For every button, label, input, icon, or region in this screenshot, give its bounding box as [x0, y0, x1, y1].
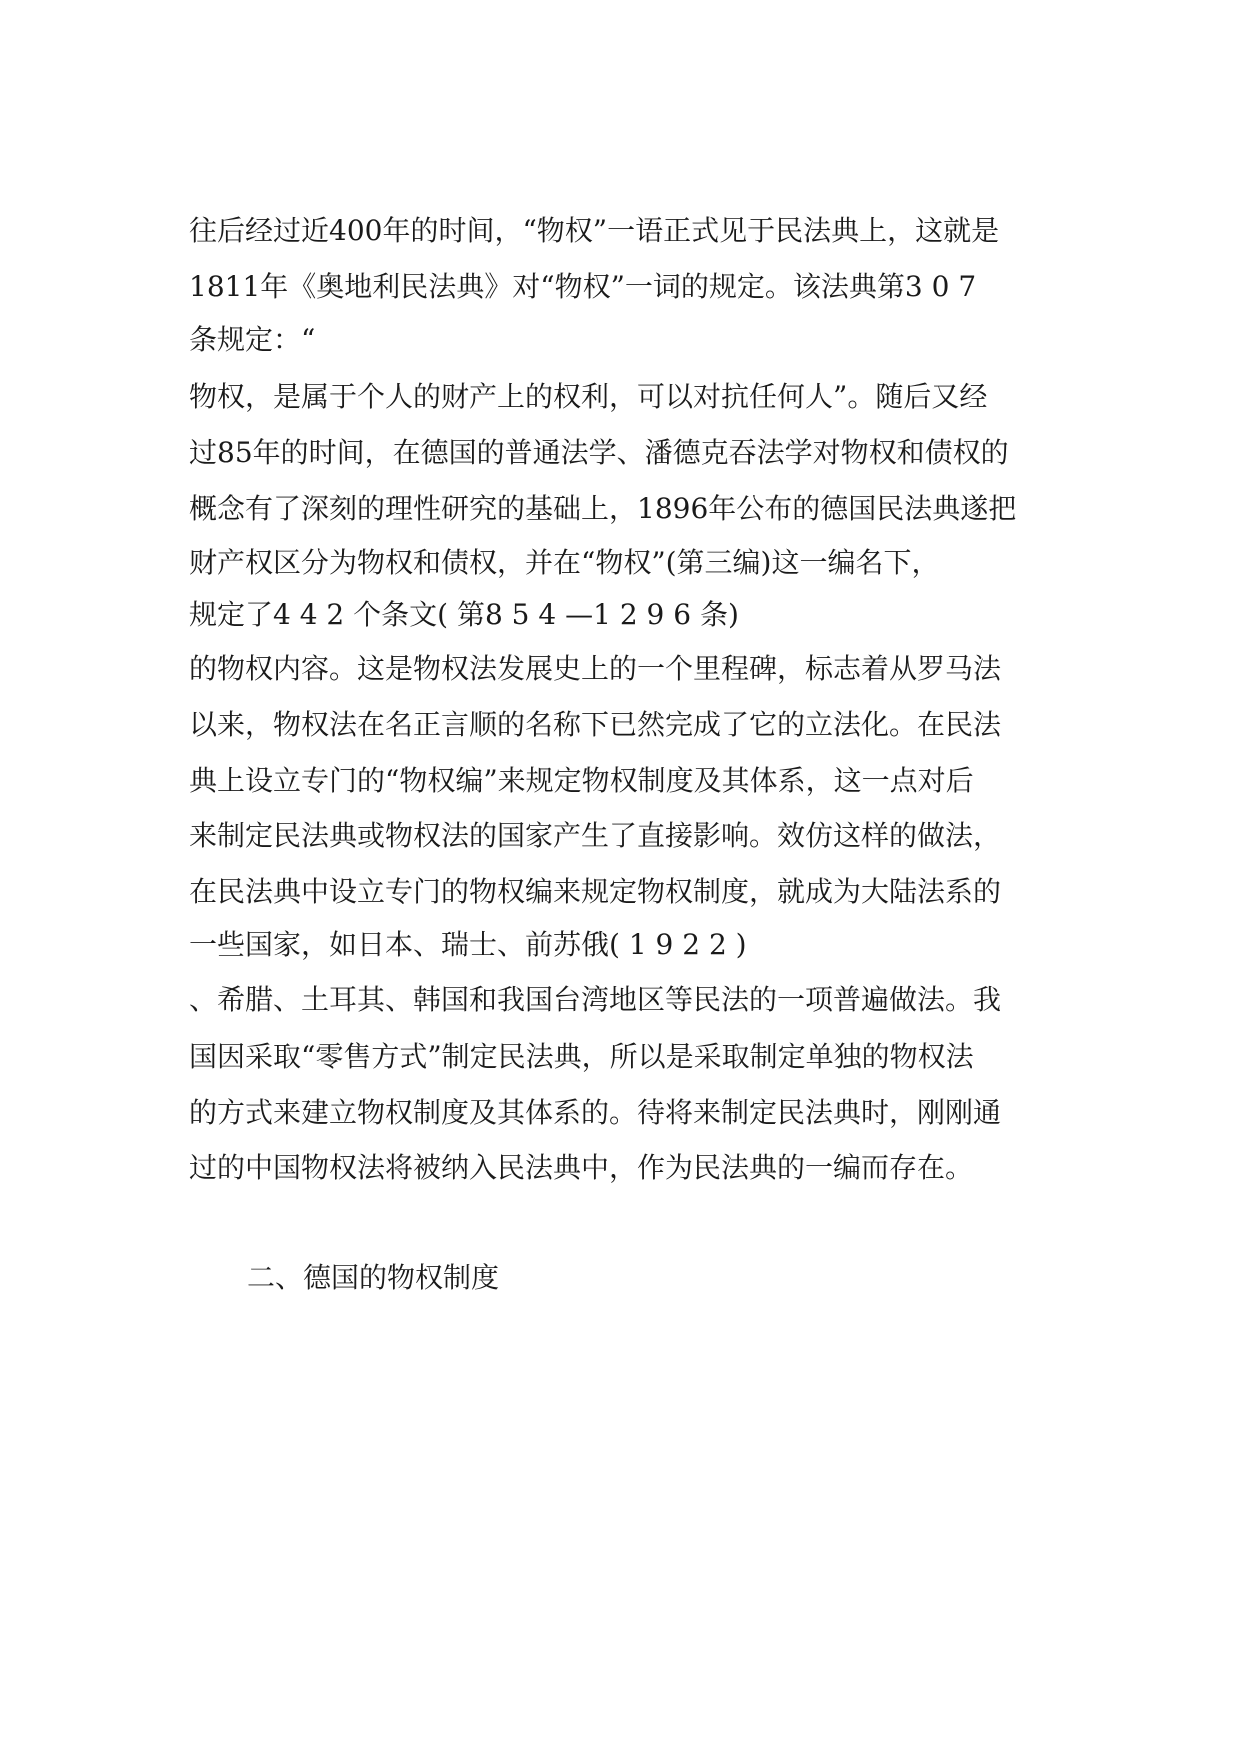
paragraph-line: 物权，是属于个人的财产上的权利，可以对抗任何人”。随后又经: [189, 380, 988, 413]
paragraph-line: 1811年《奥地利民法典》对“物权”一词的规定。该法典第3 0 7: [189, 270, 977, 303]
paragraph-line: 过的中国物权法将被纳入民法典中，作为民法典的一编而存在。: [189, 1151, 974, 1184]
paragraph-line: 过85年的时间，在德国的普通法学、潘德克吞法学对物权和债权的: [189, 436, 1009, 469]
section-heading: 二、德国的物权制度: [247, 1261, 500, 1294]
paragraph-line: 往后经过近400年的时间，“物权”一语正式见于民法典上，这就是: [189, 214, 1000, 247]
paragraph-line: 国因采取“零售方式”制定民法典，所以是采取制定单独的物权法: [189, 1040, 974, 1073]
paragraph-line: 典上设立专门的“物权编”来规定物权制度及其体系，这一点对后: [189, 764, 974, 797]
paragraph-line: 、希腊、土耳其、韩国和我国台湾地区等民法的一项普遍做法。我: [189, 983, 1002, 1016]
paragraph-line: 规定了4 4 2 个条文( 第8 5 4 —1 2 9 6 条): [189, 598, 739, 631]
paragraph-line: 以来，物权法在名正言顺的名称下已然完成了它的立法化。在民法: [189, 708, 1002, 741]
paragraph-line: 一些国家，如日本、瑞士、前苏俄( 1 9 2 2 ): [189, 928, 747, 961]
paragraph-line: 概念有了深刻的理性研究的基础上，1896年公布的德国民法典遂把: [189, 492, 1017, 525]
paragraph-line: 的物权内容。这是物权法发展史上的一个里程碑，标志着从罗马法: [189, 652, 1002, 685]
paragraph-line: 来制定民法典或物权法的国家产生了直接影响。效仿这样的做法，: [189, 819, 1002, 852]
paragraph-line: 条规定：“: [189, 323, 316, 356]
paragraph-line: 财产权区分为物权和债权，并在“物权”(第三编)这一编名下，: [189, 546, 940, 579]
paragraph-line: 的方式来建立物权制度及其体系的。待将来制定民法典时，刚刚通: [189, 1096, 1002, 1129]
paragraph-line: 在民法典中设立专门的物权编来规定物权制度，就成为大陆法系的: [189, 875, 1002, 908]
